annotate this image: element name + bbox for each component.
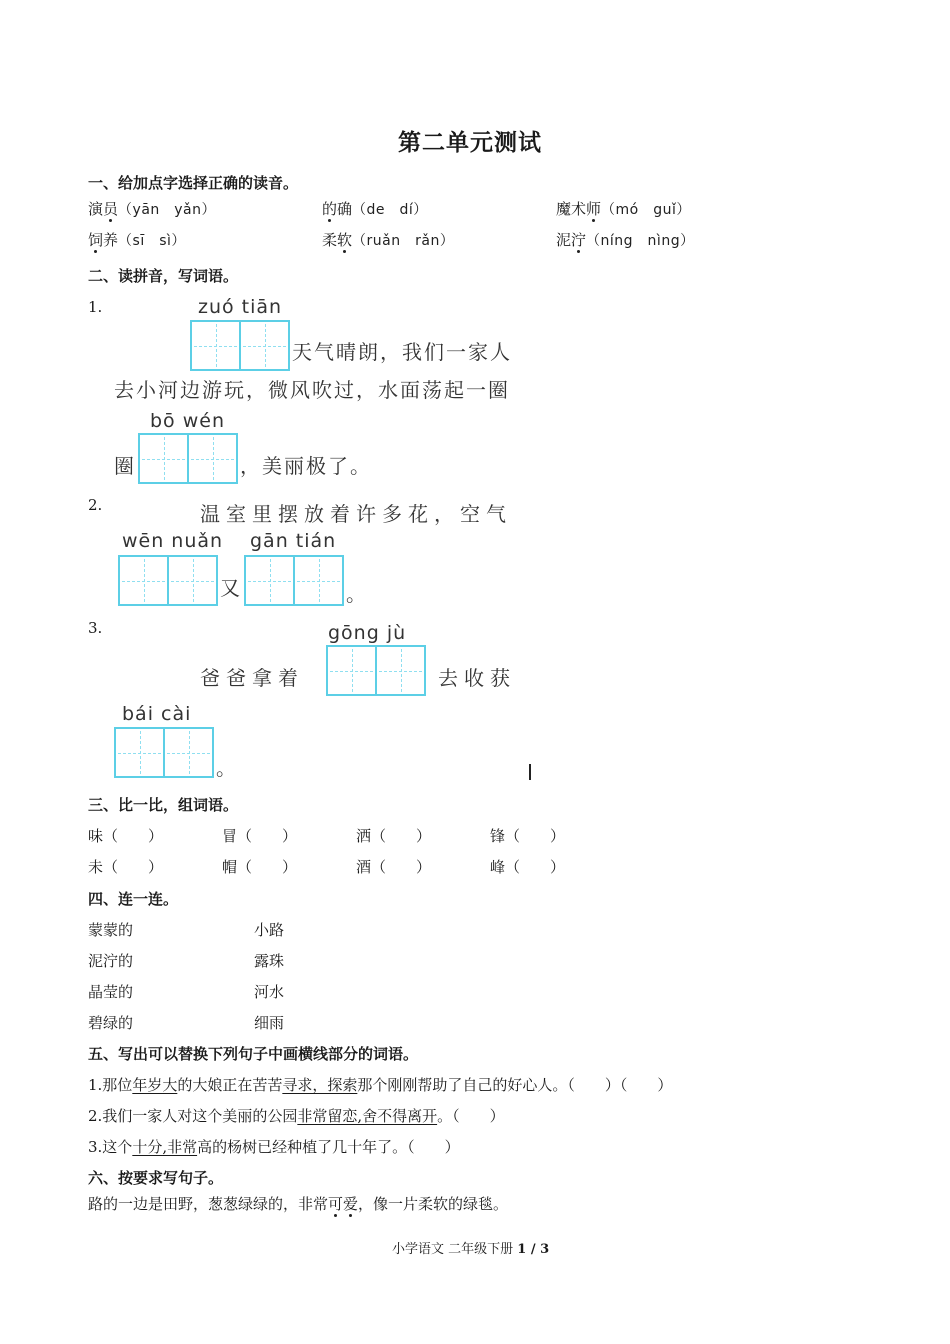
section-6-heading: 六、按要求写句子。 (88, 1169, 224, 1187)
question-number: 2. (88, 496, 103, 514)
section-4-heading: 四、连一连。 (88, 890, 179, 908)
page-title: 第二单元测试 (398, 129, 542, 156)
word-compare-item: 锋（ ） (490, 827, 566, 845)
writing-grid[interactable] (138, 433, 236, 484)
writing-grid[interactable] (244, 555, 342, 606)
pinyin-label: zuó tiān (198, 296, 283, 318)
sentence-text: ，美丽极了。 (240, 454, 372, 478)
sentence-text: 。 (216, 756, 238, 780)
pronunciation-item: 柔软（ruǎn rǎn） (322, 231, 455, 249)
pronunciation-item: 饲养（sī sì） (88, 231, 186, 249)
writing-grid[interactable] (114, 727, 212, 778)
replace-sentence-2: 2.我们一家人对这个美丽的公园非常留恋,舍不得离开。（ ） (88, 1107, 505, 1125)
word-compare-item: 帽（ ） (222, 858, 298, 876)
sentence-text: 。 (346, 582, 368, 606)
pinyin-label: bái cài (122, 703, 192, 725)
pinyin-label: bō wén (150, 410, 225, 432)
pronunciation-item: 演员（yān yǎn） (88, 200, 217, 218)
section-5-heading: 五、写出可以替换下列句子中画横线部分的词语。 (88, 1045, 419, 1063)
match-right-item: 小路 (254, 921, 285, 939)
section-2-heading: 二、读拼音，写词语。 (88, 267, 239, 285)
match-left-item: 泥泞的 (88, 952, 134, 970)
match-right-item: 河水 (254, 983, 285, 1001)
sentence-text: 去小河边游玩，微风吹过，水面荡起一圈 (114, 378, 510, 402)
pronunciation-item: 泥泞（níng nìng） (556, 231, 695, 249)
sentence-text: 温室里摆放着许多花，空气 (200, 502, 512, 526)
match-right-item: 细雨 (254, 1014, 285, 1032)
text-cursor (529, 764, 531, 780)
word-compare-item: 味（ ） (88, 827, 164, 845)
word-compare-item: 酒（ ） (356, 858, 432, 876)
pronunciation-item: 魔术师（mó guǐ） (556, 200, 691, 218)
section-3-heading: 三、比一比，组词语。 (88, 796, 239, 814)
writing-grid[interactable] (190, 320, 288, 371)
writing-grid[interactable] (326, 645, 424, 696)
sentence-text: 圈 (114, 454, 136, 478)
question-number: 3. (88, 619, 103, 637)
pronunciation-item: 的确（de dí） (322, 200, 428, 218)
sentence-text: 去收获 (438, 666, 516, 690)
sentence-text: 天气晴朗，我们一家人 (292, 340, 512, 364)
page-footer: 小学语文 二年级下册 1 / 3 (392, 1242, 550, 1257)
pinyin-label: wēn nuǎn (122, 530, 224, 552)
sentence-text: 爸爸拿着 (200, 666, 304, 690)
word-compare-item: 冒（ ） (222, 827, 298, 845)
match-left-item: 晶莹的 (88, 983, 134, 1001)
match-right-item: 露珠 (254, 952, 285, 970)
pinyin-label: gān tián (250, 530, 337, 552)
word-compare-item: 洒（ ） (356, 827, 432, 845)
word-compare-item: 未（ ） (88, 858, 164, 876)
pinyin-label: gōng jù (328, 622, 407, 644)
section-1-heading: 一、给加点字选择正确的读音。 (88, 174, 299, 192)
word-compare-item: 峰（ ） (490, 858, 566, 876)
replace-sentence-3: 3.这个十分,非常高的杨树已经种植了几十年了。（ ） (88, 1138, 460, 1156)
writing-grid[interactable] (118, 555, 216, 606)
sentence-text: 又 (220, 576, 242, 600)
replace-sentence-1: 1.那位年岁大的大娘正在苦苦寻求，探索那个刚刚帮助了自己的好心人。（ ）（ ） (88, 1076, 673, 1094)
question-number: 1. (88, 298, 103, 316)
match-left-item: 蒙蒙的 (88, 921, 134, 939)
match-left-item: 碧绿的 (88, 1014, 134, 1032)
rewrite-sentence: 路的一边是田野，葱葱绿绿的，非常可爱，像一片柔软的绿毯。 (88, 1195, 509, 1213)
